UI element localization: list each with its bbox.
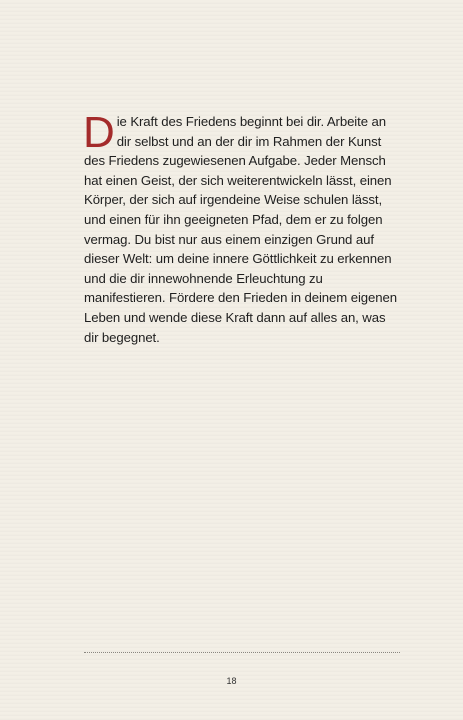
paragraph-text: ie Kraft des Friedens beginnt bei dir. Arbeite an dir selbst und an der dir im Rahmen der Kunst des Friedens zugewiesenen Aufgabe. Jeder Mensch hat einen Geist, der sich weiterentwickeln lässt, einen Körper, der sich auf irgendeine Weise schulen lässt, und einen für ihn geeigneten Pfad, dem er zu folgen vermag. Du bist nur aus einem einzigen Grund auf dieser Welt: um deine innere Göttlichkeit zu erkennen und die dir innewohnende Erleuchtung zu manifestieren. Fördere den Frieden in deinem eigenen Leben und wende diese Kraft dann auf alles an, was dir begegnet.: [84, 114, 397, 345]
footer-divider: [84, 652, 400, 653]
drop-cap: D: [83, 108, 115, 157]
page-number: 18: [226, 676, 237, 686]
body-paragraph: [83, 108, 400, 347]
